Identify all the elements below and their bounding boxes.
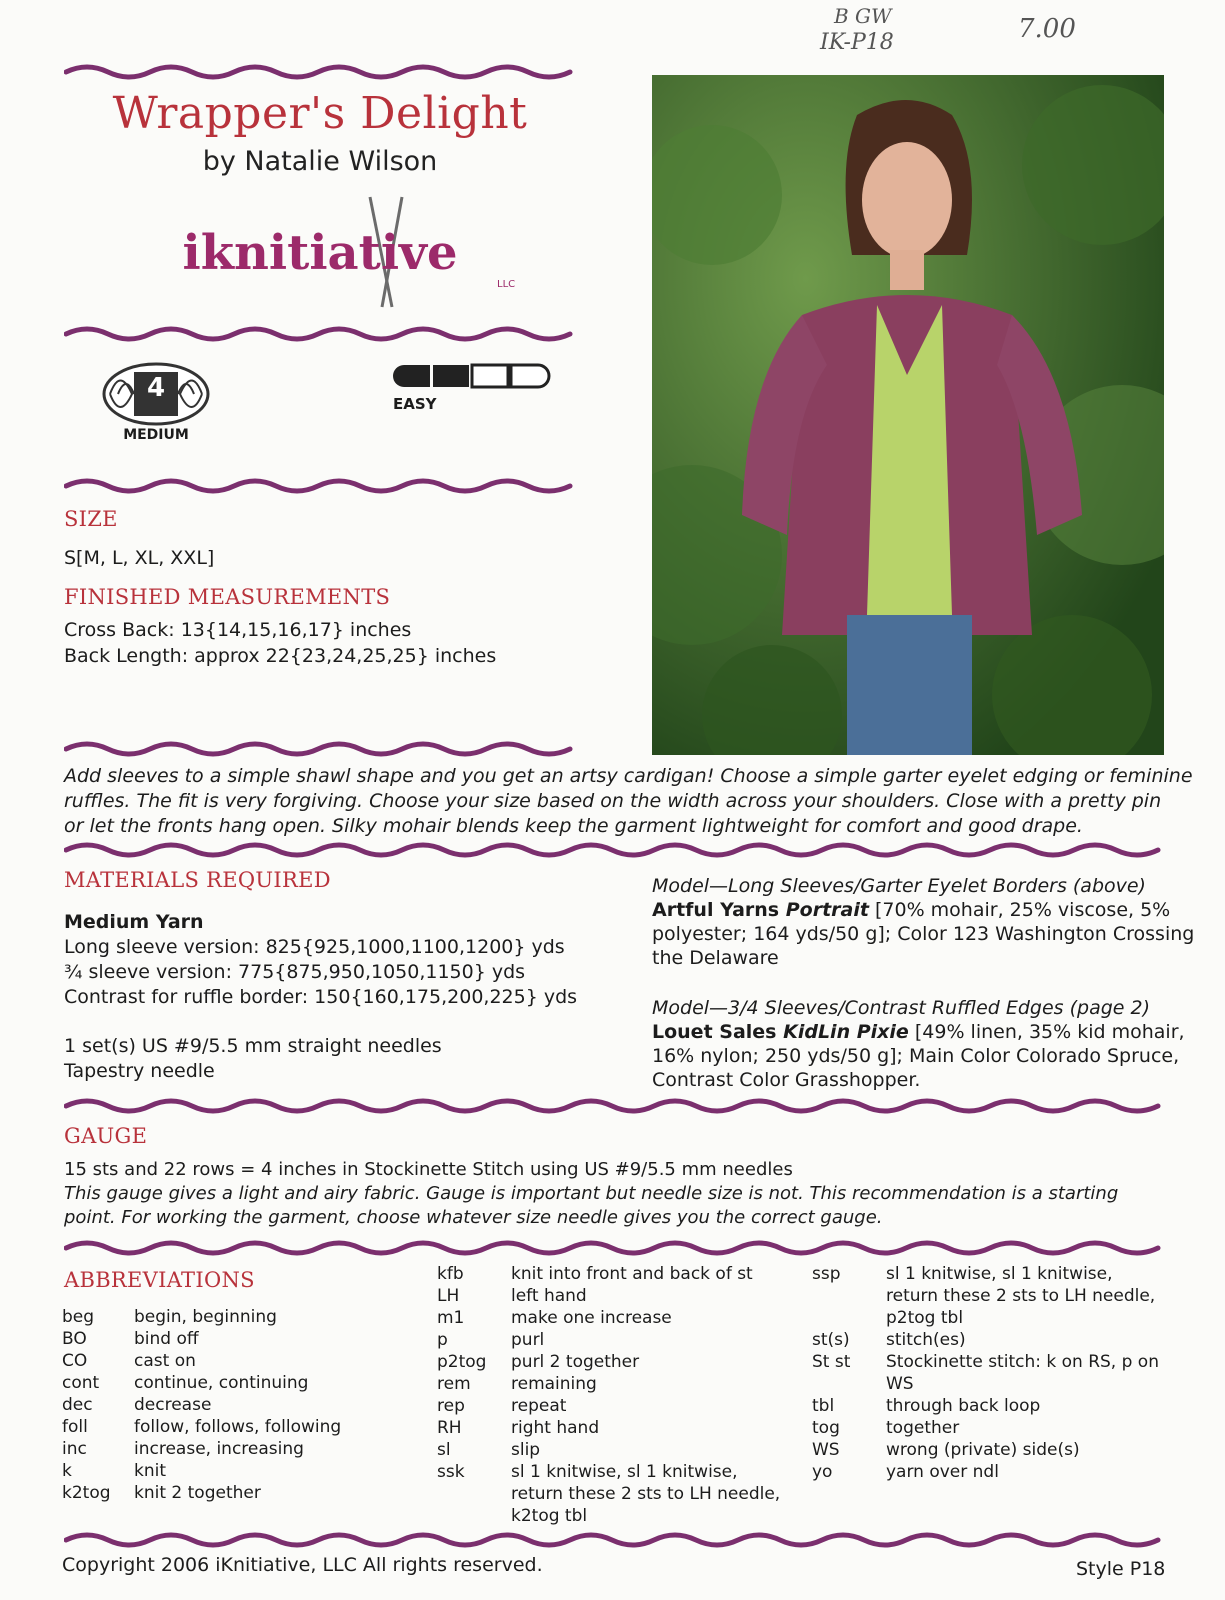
abbreviation-entry (62, 1372, 422, 1394)
abbreviation-term: k (62, 1461, 72, 1481)
abbreviation-meaning: left hand (511, 1286, 587, 1306)
abbreviation-meaning: sl 1 knitwise, sl 1 knitwise, (886, 1264, 1113, 1284)
abbreviation-entry (437, 1285, 807, 1307)
copyright: Copyright 2006 iKnitiative, LLC All rights reserved. (62, 1554, 543, 1576)
abbreviation-meaning: Stockinette stitch: k on RS, p on (886, 1352, 1159, 1372)
abbreviation-term (812, 1285, 886, 1307)
wave-divider (64, 1094, 1176, 1114)
abbreviation-meaning: remaining (511, 1374, 597, 1394)
wave-divider (64, 322, 584, 342)
abbreviation-entry (812, 1395, 1182, 1417)
abbreviation-meaning: repeat (511, 1396, 567, 1416)
abbreviation-term: inc (62, 1439, 87, 1459)
intro-line: Add sleeves to a simple shawl shape and you get an artsy cardigan! Choose a simple garter eyelet edging or feminine (64, 765, 1193, 787)
wave-divider (64, 737, 584, 757)
abbreviation-term: RH (437, 1418, 462, 1438)
abbreviation-meaning: knit (134, 1461, 167, 1481)
iknitiative-logo (60, 195, 580, 315)
abbreviation-entry (62, 1482, 422, 1504)
abbreviation-entry (812, 1439, 1182, 1461)
abbreviation-entry (437, 1461, 807, 1483)
abbreviation-term: foll (62, 1417, 88, 1437)
abbreviation-entry (62, 1394, 422, 1416)
model-2-title: Model—3/4 Sleeves/Contrast Ruffled Edges (page 2) (652, 997, 1151, 1019)
abbreviation-entry (437, 1483, 807, 1505)
abbreviation-meaning: return these 2 sts to LH needle, (886, 1286, 1156, 1306)
abbreviation-meaning: return these 2 sts to LH needle, (511, 1484, 781, 1504)
tapestry-needle: Tapestry needle (64, 1060, 215, 1082)
wave-divider (64, 474, 584, 494)
abbreviation-meaning: through back loop (886, 1396, 1041, 1416)
abbreviation-term (437, 1483, 511, 1505)
abbreviation-entry (812, 1373, 1182, 1395)
abbreviation-meaning: increase, increasing (134, 1439, 304, 1459)
long-sleeve-yardage: Long sleeve version: 825{925,1000,1100,1200} yds (64, 936, 565, 958)
abbreviation-entry (812, 1417, 1182, 1439)
abbreviation-term: WS (812, 1440, 840, 1460)
abbreviation-term: st(s) (812, 1330, 850, 1350)
gauge-heading: GAUGE (64, 1124, 148, 1148)
size-heading: SIZE (64, 507, 118, 531)
handwritten-price: 7.00 (1018, 14, 1076, 44)
contrast-yardage: Contrast for ruffle border: 150{160,175,200,225} yds (64, 986, 578, 1008)
wave-divider (64, 838, 1176, 858)
wave-divider (64, 1528, 1176, 1548)
cross-back: Cross Back: 13{14,15,16,17} inches (64, 619, 412, 641)
pattern-title: Wrapper's Delight (112, 88, 528, 139)
abbreviation-term: ssk (437, 1462, 465, 1482)
abbreviation-term (437, 1505, 511, 1527)
abbreviation-term (812, 1307, 886, 1329)
abbreviation-meaning: yarn over ndl (886, 1462, 999, 1482)
abbreviations-heading: ABBREVIATIONS (64, 1268, 255, 1292)
handwritten-code: B GW (834, 4, 892, 28)
abbreviation-entry (437, 1329, 807, 1351)
abbreviation-term: St st (812, 1352, 851, 1372)
model-2-desc: Contrast Color Grasshopper. (652, 1069, 921, 1091)
abbreviation-entry (62, 1350, 422, 1372)
abbreviation-meaning: make one increase (511, 1308, 672, 1328)
abbreviation-meaning: WS (886, 1374, 914, 1394)
gauge-note: point. For working the garment, choose whatever size needle gives you the correct gauge. (64, 1207, 883, 1228)
abbreviation-meaning: purl (511, 1330, 545, 1350)
model-1-desc: the Delaware (652, 947, 779, 969)
intro-line: ruffles. The fit is very forgiving. Choose your size based on the width across your shoulders. Close with a pretty pin (64, 790, 1162, 812)
gauge-note: This gauge gives a light and airy fabric. Gauge is important but needle size is not. This recommendation is a starting (64, 1183, 1119, 1204)
model-1-yarn: Artful Yarns Portrait [70% mohair, 25% viscose, 5% (652, 899, 1171, 921)
abbreviation-entry (437, 1351, 807, 1373)
abbreviation-term (812, 1373, 886, 1395)
abbreviation-term: tbl (812, 1396, 835, 1416)
abbreviation-meaning: cast on (134, 1351, 196, 1371)
model-1-desc: polyester; 164 yds/50 g]; Color 123 Washington Crossing (652, 923, 1195, 945)
abbreviation-meaning: begin, beginning (134, 1307, 277, 1327)
intro-line: or let the fronts hang open. Silky mohair blends keep the garment lightweight for comfort and good drape. (64, 815, 1083, 837)
abbreviation-entry (812, 1329, 1182, 1351)
abbreviation-entry (812, 1263, 1182, 1285)
logo-llc: LLC (497, 279, 516, 290)
three-quarter-sleeve-yardage: ¾ sleeve version: 775{875,950,1050,1150} yds (64, 961, 526, 983)
back-length: Back Length: approx 22{23,24,25,25} inches (64, 645, 497, 667)
abbreviation-meaning: bind off (134, 1329, 199, 1349)
finished-measurements-heading: FINISHED MEASUREMENTS (64, 585, 391, 609)
abbreviations-column-3 (812, 1263, 1182, 1483)
abbreviation-term: p (437, 1330, 448, 1350)
gauge-spec: 15 sts and 22 rows = 4 inches in Stockinette Stitch using US #9/5.5 mm needles (64, 1159, 793, 1180)
abbreviation-entry (62, 1306, 422, 1328)
abbreviation-entry (812, 1285, 1182, 1307)
abbreviation-term: ssp (812, 1264, 841, 1284)
needles: 1 set(s) US #9/5.5 mm straight needles (64, 1035, 442, 1057)
yarn-weight-label: MEDIUM (123, 427, 189, 443)
abbreviation-entry (437, 1439, 807, 1461)
abbreviation-term: rep (437, 1396, 465, 1416)
wave-divider (64, 60, 584, 80)
abbreviation-term: cont (62, 1373, 100, 1393)
abbreviation-entry (437, 1505, 807, 1527)
abbreviation-term: m1 (437, 1308, 465, 1328)
abbreviation-term: tog (812, 1418, 840, 1438)
abbreviation-term: p2tog (437, 1352, 487, 1372)
size-value: S[M, L, XL, XXL] (64, 547, 215, 569)
model-2-yarn: Louet Sales KidLin Pixie [49% linen, 35% kid mohair, (652, 1021, 1185, 1043)
skill-level-label: EASY (393, 395, 437, 413)
abbreviation-meaning: purl 2 together (511, 1352, 640, 1372)
yarn-type: Medium Yarn (64, 911, 204, 933)
abbreviation-entry (62, 1328, 422, 1350)
abbreviations-column-2 (437, 1263, 807, 1527)
yarn-weight-number: 4 (146, 373, 166, 403)
abbreviation-term: k2tog (62, 1483, 111, 1503)
style-number: Style P18 (1076, 1558, 1166, 1580)
abbreviation-entry (812, 1307, 1182, 1329)
abbreviation-entry (812, 1461, 1182, 1483)
abbreviation-term: dec (62, 1395, 93, 1415)
abbreviation-term: CO (62, 1351, 88, 1371)
abbreviation-entry (437, 1417, 807, 1439)
logo-wordmark: iknitiative (182, 225, 458, 281)
abbreviation-entry (62, 1460, 422, 1482)
abbreviation-entry (437, 1263, 807, 1285)
abbreviation-meaning: wrong (private) side(s) (886, 1440, 1080, 1460)
abbreviation-meaning: stitch(es) (886, 1330, 966, 1350)
handwritten-style-code: IK-P18 (820, 30, 894, 55)
author-byline: by Natalie Wilson (202, 146, 438, 177)
cardigan-model-illustration (652, 75, 1164, 755)
abbreviation-term: kfb (437, 1264, 464, 1284)
model-photo (652, 75, 1164, 755)
abbreviation-meaning: follow, follows, following (134, 1417, 342, 1437)
abbreviation-term: sl (437, 1440, 451, 1460)
abbreviation-meaning: continue, continuing (134, 1373, 309, 1393)
abbreviation-meaning: right hand (511, 1418, 600, 1438)
abbreviation-meaning: slip (511, 1440, 541, 1460)
abbreviation-term: beg (62, 1307, 95, 1327)
abbreviation-entry (62, 1438, 422, 1460)
abbreviation-entry (437, 1373, 807, 1395)
abbreviation-entry (437, 1307, 807, 1329)
abbreviation-term: BO (62, 1329, 87, 1349)
materials-heading: MATERIALS REQUIRED (64, 868, 331, 892)
abbreviation-meaning: decrease (134, 1395, 212, 1415)
model-2-desc: 16% nylon; 250 yds/50 g]; Main Color Colorado Spruce, (652, 1045, 1180, 1067)
abbreviation-meaning: knit 2 together (134, 1483, 261, 1503)
abbreviations-column-1 (62, 1306, 422, 1504)
abbreviation-meaning: together (886, 1418, 960, 1438)
abbreviation-term: yo (812, 1462, 833, 1482)
abbreviation-entry (62, 1416, 422, 1438)
abbreviation-meaning: k2tog tbl (511, 1506, 588, 1526)
abbreviation-entry (812, 1351, 1182, 1373)
abbreviation-meaning: sl 1 knitwise, sl 1 knitwise, (511, 1462, 738, 1482)
wave-divider (64, 1236, 1176, 1256)
skill-level-icon (390, 363, 555, 389)
abbreviation-term: LH (437, 1286, 460, 1306)
abbreviation-meaning: p2tog tbl (886, 1308, 964, 1328)
abbreviation-term: rem (437, 1374, 471, 1394)
abbreviation-meaning: knit into front and back of st (511, 1264, 753, 1284)
abbreviation-entry (437, 1395, 807, 1417)
model-1-title: Model—Long Sleeves/Garter Eyelet Borders (above) (652, 875, 1146, 897)
